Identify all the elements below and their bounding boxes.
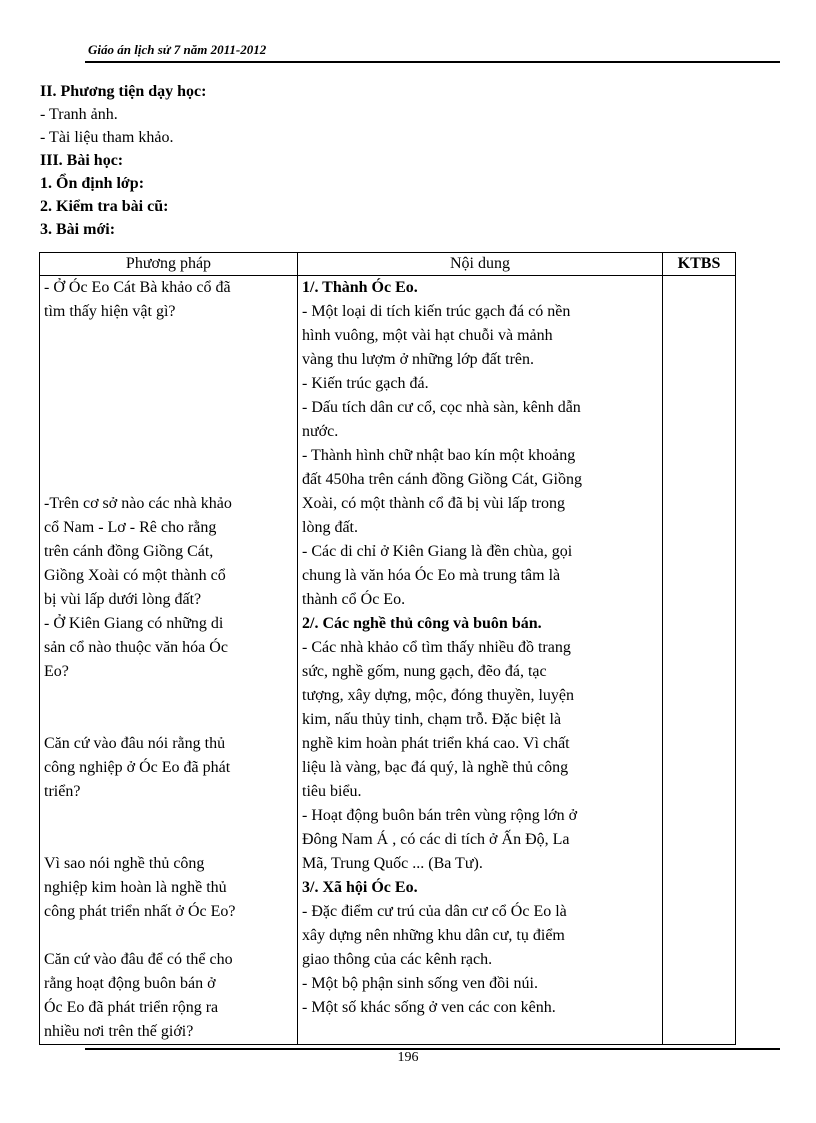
method-line: -Trên cơ sở nào các nhà khảo xyxy=(44,495,232,512)
content-column-header: Nội dung xyxy=(298,253,663,276)
lesson-step: 1. Ổn định lớp: xyxy=(40,175,145,192)
method-line: bị vùi lấp dưới lòng đất? xyxy=(44,591,202,608)
content-line: - Kiến trúc gạch đá. xyxy=(302,375,429,392)
content-line: 2/. Các nghề thủ công và buôn bán. xyxy=(302,615,542,632)
content-line: nghề kim hoàn phát triển khá cao. Vì chất xyxy=(302,735,570,752)
table-header-row xyxy=(40,253,736,276)
content-line: 1/. Thành Óc Eo. xyxy=(302,279,418,296)
lesson-step: 2. Kiểm tra bài cũ: xyxy=(40,198,169,215)
method-line xyxy=(44,420,293,444)
method-line xyxy=(44,348,293,372)
method-line: rằng hoạt động buôn bán ở xyxy=(44,975,216,992)
content-line: thành cổ Óc Eo. xyxy=(302,591,406,608)
content-line: liệu là vàng, bạc đá quý, là nghề thủ công xyxy=(302,759,569,776)
content-line: sức, nghề gốm, nung gạch, đẽo đá, tạc xyxy=(302,663,547,680)
lesson-step: 3. Bài mới: xyxy=(40,221,116,238)
method-line: - Ở Kiên Giang có những di xyxy=(44,615,224,632)
content-line: - Dấu tích dân cư cổ, cọc nhà sàn, kênh dẫn xyxy=(302,399,581,416)
method-line: Eo? xyxy=(44,663,69,680)
content-line: 3/. Xã hội Óc Eo. xyxy=(302,879,418,896)
content-line: Mã, Trung Quốc ... (Ba Tư). xyxy=(302,855,483,872)
method-column-header: Phương pháp xyxy=(40,253,298,276)
method-line: Căn cứ vào đâu nói rằng thủ xyxy=(44,735,226,752)
content-line: - Đặc điểm cư trú của dân cư cổ Óc Eo là xyxy=(302,903,567,920)
content-line: Đông Nam Á , có các di tích ở Ấn Độ, La xyxy=(302,831,570,848)
ktbs-cell xyxy=(663,276,736,1045)
method-line xyxy=(44,444,293,468)
method-line xyxy=(44,924,293,948)
content-line: chung là văn hóa Óc Eo mà trung tâm là xyxy=(302,567,561,584)
content-line: vàng thu lượm ở những lớp đất trên. xyxy=(302,351,535,368)
content-line: - Hoạt động buôn bán trên vùng rộng lớn ở xyxy=(302,807,578,824)
method-line xyxy=(44,324,293,348)
method-line xyxy=(44,396,293,420)
content-line: - Một bộ phận sinh sống ven đồi núi. xyxy=(302,975,538,992)
content-line: tượng, xây dựng, mộc, đóng thuyền, luyện xyxy=(302,687,574,704)
method-line: trên cánh đồng Giồng Cát, xyxy=(44,543,214,560)
resource-item: - Tài liệu tham khảo. xyxy=(40,129,174,146)
method-line: sản cổ nào thuộc văn hóa Óc xyxy=(44,639,228,656)
method-line: nghiệp kim hoàn là nghề thủ xyxy=(44,879,227,896)
content-line: tiêu biểu. xyxy=(302,783,362,800)
table-row xyxy=(40,276,736,1045)
section-2-title: II. Phương tiện dạy học: xyxy=(40,83,207,100)
method-cell xyxy=(40,276,298,1045)
method-line: tìm thấy hiện vật gì? xyxy=(44,303,176,320)
method-line: cổ Nam - Lơ - Rê cho rằng xyxy=(44,519,217,536)
lesson-table xyxy=(39,252,736,1045)
method-line: Óc Eo đã phát triển rộng ra xyxy=(44,999,219,1016)
method-line: Vì sao nói nghề thủ công xyxy=(44,855,205,872)
method-line: nhiều nơi trên thế giới? xyxy=(44,1023,194,1040)
content-line: - Một số khác sống ở ven các con kênh. xyxy=(302,999,556,1016)
method-line: - Ở Óc Eo Cát Bà khảo cổ đã xyxy=(44,279,231,296)
resource-item: - Tranh ảnh. xyxy=(40,106,118,123)
content-line: hình vuông, một vài hạt chuỗi và mảnh xyxy=(302,327,553,344)
content-line: - Các di chỉ ở Kiên Giang là đền chùa, gọi xyxy=(302,543,573,560)
content-line: nước. xyxy=(302,423,339,440)
intro-section xyxy=(40,80,740,241)
section-3-title: III. Bài học: xyxy=(40,152,124,169)
content-line: kim, nấu thủy tinh, chạm trỗ. Đặc biệt là xyxy=(302,711,562,728)
method-line: Giồng Xoài có một thành cổ xyxy=(44,567,226,584)
method-line: triển? xyxy=(44,783,81,800)
method-line xyxy=(44,372,293,396)
content-line: đất 450ha trên cánh đồng Giồng Cát, Giồng xyxy=(302,471,582,488)
content-line: - Một loại di tích kiến trúc gạch đá có nền xyxy=(302,303,571,320)
method-line xyxy=(44,804,293,828)
page-number: 196 xyxy=(397,1050,419,1065)
content-line: Xoài, có một thành cổ đã bị vùi lấp trong xyxy=(302,495,566,512)
method-line: công phát triển nhất ở Óc Eo? xyxy=(44,903,236,920)
method-line: công nghiệp ở Óc Eo đã phát xyxy=(44,759,231,776)
content-cell xyxy=(298,276,663,1045)
method-line xyxy=(44,708,293,732)
content-line: - Các nhà khảo cổ tìm thấy nhiều đồ trang xyxy=(302,639,571,656)
content-line: xây dựng nên những khu dân cư, tụ điểm xyxy=(302,927,565,944)
header-divider xyxy=(85,61,780,63)
ktbs-column-header: KTBS xyxy=(663,253,736,276)
method-line: Căn cứ vào đâu để có thể cho xyxy=(44,951,233,968)
content-line: lòng đất. xyxy=(302,519,358,536)
content-line: - Thành hình chữ nhật bao kín một khoảng xyxy=(302,447,576,464)
method-line xyxy=(44,828,293,852)
method-line xyxy=(44,468,293,492)
document-header: Giáo án lịch sử 7 năm 2011-2012 xyxy=(88,42,267,57)
content-line: giao thông của các kênh rạch. xyxy=(302,951,493,968)
method-line xyxy=(44,684,293,708)
